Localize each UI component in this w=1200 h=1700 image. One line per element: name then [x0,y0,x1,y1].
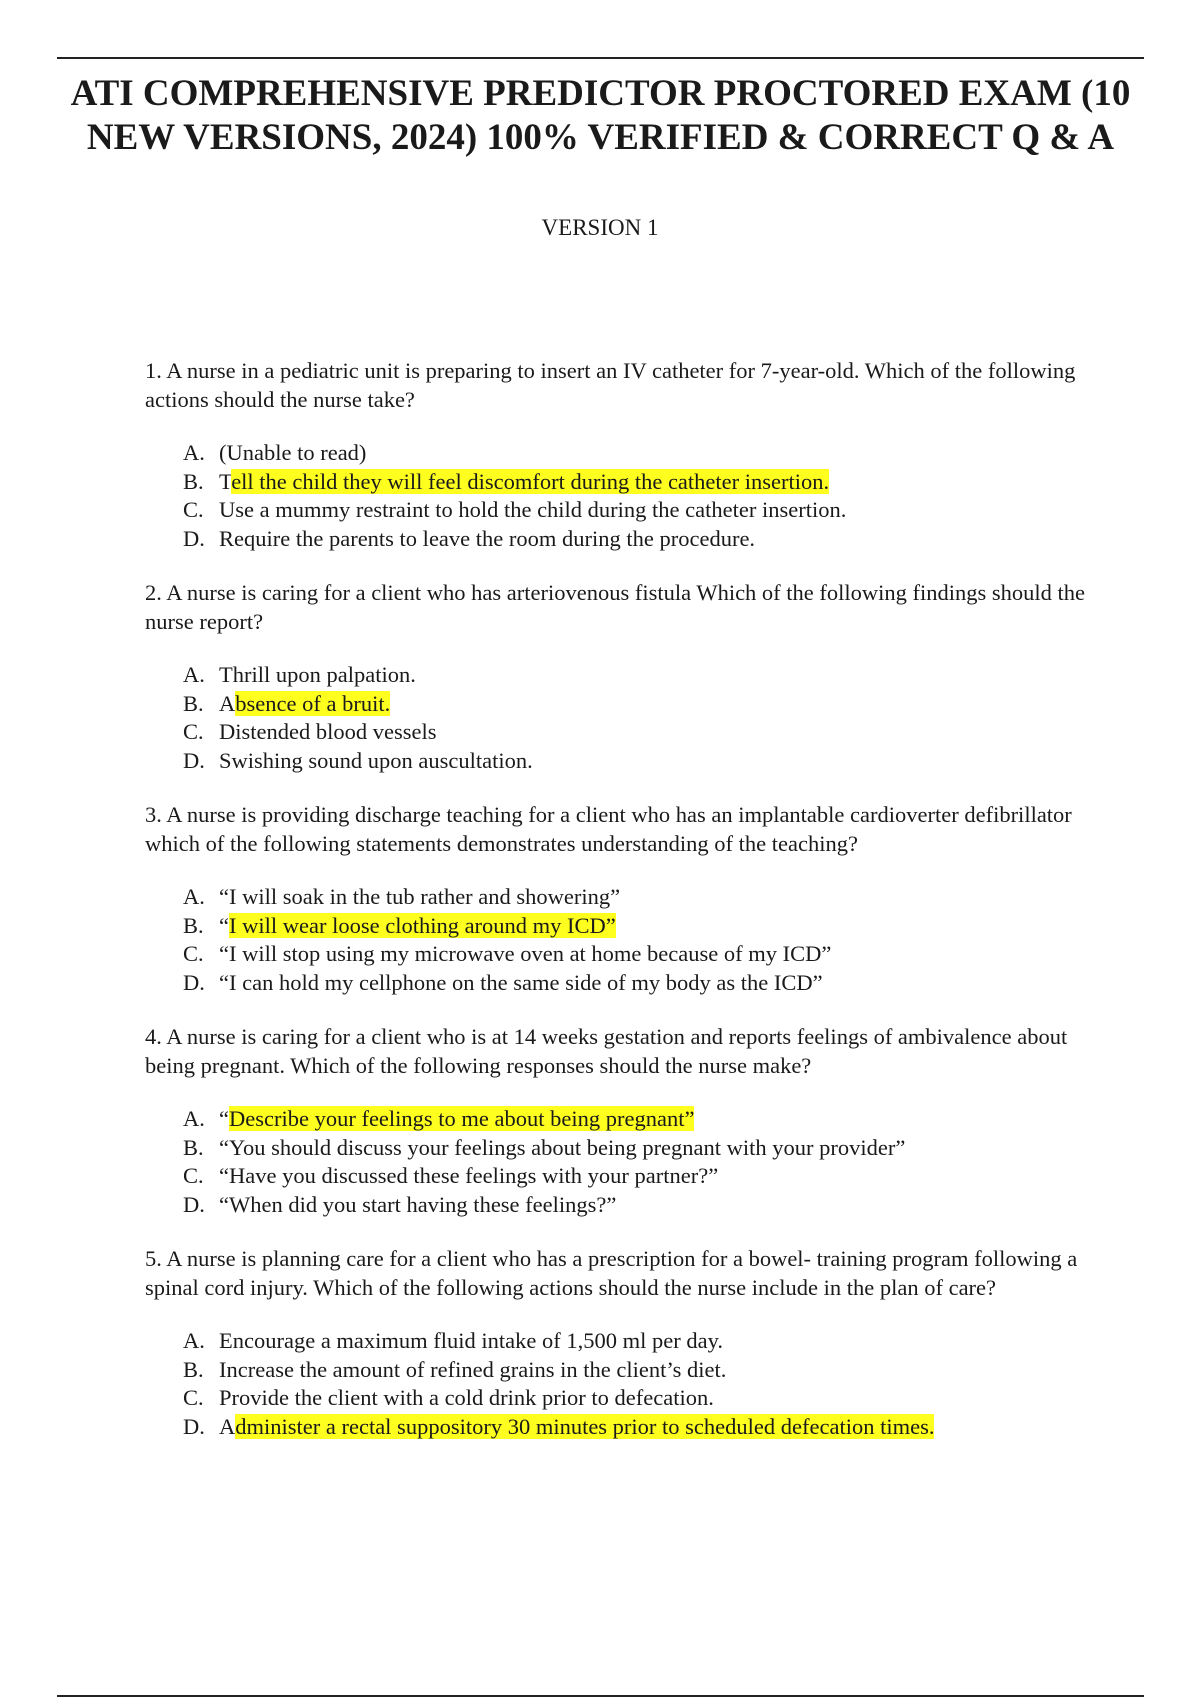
question-stem: 4. A nurse is caring for a client who is at 14 weeks gestation and reports feelings of ambivalence about being pregnant. Which of the following responses should the nurse make? [145,1024,1068,1078]
option-letter: C. [183,497,204,522]
option-text [219,883,620,912]
option-text [219,1384,714,1413]
answer-option [183,439,1090,468]
answer-option [183,1327,1090,1356]
option-text-plain: A [219,690,236,716]
option-letter: B. [183,1134,204,1160]
option-text-plain: Provide the client with a cold drink prior to defecation. [219,1385,714,1410]
answer-options [145,1105,1090,1219]
option-text-plain: “Have you discussed these feelings with your partner?” [219,1163,719,1188]
answer-options [145,661,1090,775]
option-text [219,1162,718,1191]
question-block [145,578,1090,775]
answer-option [183,1105,1090,1134]
option-text [219,468,829,497]
option-text-plain: “I can hold my cellphone on the same side of my body as the ICD” [219,969,823,995]
option-text [219,747,533,776]
option-letter: C. [183,941,204,966]
option-text-plain: T [219,468,232,494]
question-list [145,356,1090,1466]
highlighted-answer-text: bsence of a bruit. [235,690,391,716]
option-letter: B. [183,1356,204,1382]
option-letter: D. [183,747,205,773]
option-text-plain: (Unable to read) [219,440,367,465]
question-stem: 1. A nurse in a pediatric unit is preparing to insert an IV catheter for 7-year-old. Which of the following actions should the nurse take? [145,358,1076,412]
question-block [145,1244,1090,1441]
option-text [219,439,366,468]
answer-option [183,747,1090,776]
answer-option [183,496,1090,525]
option-text-plain: A [219,1413,236,1439]
option-letter: C. [183,1163,204,1188]
option-text-plain: Require the parents to leave the room during the procedure. [219,525,756,551]
option-text-plain: “ [219,1106,229,1131]
option-text [219,1105,694,1134]
option-letter: C. [183,719,204,744]
option-letter: B. [183,468,204,494]
option-letter: D. [183,969,205,995]
title-line-2: NEW VERSIONS, 2024) 100% VERIFIED & CORRECT Q & A [86,117,1115,158]
option-letter: A. [183,1106,205,1131]
option-letter: A. [183,440,205,465]
answer-option [183,1413,1090,1442]
option-text-plain: Thrill upon palpation. [219,662,416,687]
answer-option [183,718,1090,747]
answer-option [183,1162,1090,1191]
answer-option [183,468,1090,497]
document-title [57,72,1144,160]
highlighted-answer-text: Describe your feelings to me about being pregnant” [229,1106,695,1131]
option-text-plain: Distended blood vessels [219,719,437,744]
option-text-plain: “When did you start having these feelings?” [219,1191,617,1217]
answer-option [183,912,1090,941]
answer-options [145,1327,1090,1441]
option-text [219,1356,726,1385]
option-text-plain: “You should discuss your feelings about being pregnant with your provider” [219,1134,906,1160]
option-text [219,1327,723,1356]
option-letter: D. [183,1413,205,1439]
option-text [219,661,416,690]
option-text [219,912,616,941]
answer-option [183,1134,1090,1163]
option-text [219,525,755,554]
option-letter: A. [183,884,205,909]
answer-options [145,439,1090,553]
answer-option [183,969,1090,998]
answer-option [183,1384,1090,1413]
question-stem: 5. A nurse is planning care for a client who has a prescription for a bowel- training program following a spinal cord injury. Which of the following actions should the nurse include in the plan of care? [145,1246,1078,1300]
answer-option [183,940,1090,969]
question-block [145,800,1090,997]
option-letter: C. [183,1385,204,1410]
option-letter: B. [183,912,204,938]
highlighted-answer-text: ell the child they will feel discomfort during the catheter insertion. [231,468,830,494]
answer-options [145,883,1090,997]
option-text [219,496,846,525]
question-block [145,356,1090,553]
option-text [219,1134,905,1163]
answer-option [183,883,1090,912]
option-text-plain: Increase the amount of refined grains in the client’s diet. [219,1356,727,1382]
option-letter: A. [183,1328,205,1353]
question-stem: 2. A nurse is caring for a client who has arteriovenous fistula Which of the following findings should the nurse report? [145,580,1086,634]
bottom-rule [57,1695,1144,1697]
question-stem: 3. A nurse is providing discharge teaching for a client who has an implantable cardioverter defibrillator which of the following statements demonstrates understanding of the teaching? [145,802,1072,856]
option-text [219,1413,934,1442]
option-text-plain: “I will soak in the tub rather and showering” [219,884,621,909]
option-text [219,969,823,998]
option-text [219,1191,616,1220]
option-text-plain: Use a mummy restraint to hold the child during the catheter insertion. [219,497,847,522]
answer-option [183,661,1090,690]
option-text [219,690,390,719]
answer-option [183,525,1090,554]
option-text-plain: Encourage a maximum fluid intake of 1,500 ml per day. [219,1328,724,1353]
option-letter: A. [183,662,205,687]
option-text-plain: “ [219,912,229,938]
option-letter: D. [183,1191,205,1217]
answer-option [183,690,1090,719]
option-text [219,718,436,747]
highlighted-answer-text: I will wear loose clothing around my ICD” [229,912,616,938]
title-line-1: ATI COMPREHENSIVE PREDICTOR PROCTORED EXAM (10 [70,73,1131,114]
top-rule [57,57,1144,59]
option-text-plain: Swishing sound upon auscultation. [219,747,533,773]
version-label: VERSION 1 [541,215,659,240]
highlighted-answer-text: dminister a rectal suppository 30 minutes prior to scheduled defecation times. [235,1413,935,1439]
question-block [145,1022,1090,1219]
option-letter: B. [183,690,204,716]
option-text-plain: “I will stop using my microwave oven at home because of my ICD” [219,941,832,966]
option-text [219,940,831,969]
answer-option [183,1191,1090,1220]
answer-option [183,1356,1090,1385]
option-letter: D. [183,525,205,551]
